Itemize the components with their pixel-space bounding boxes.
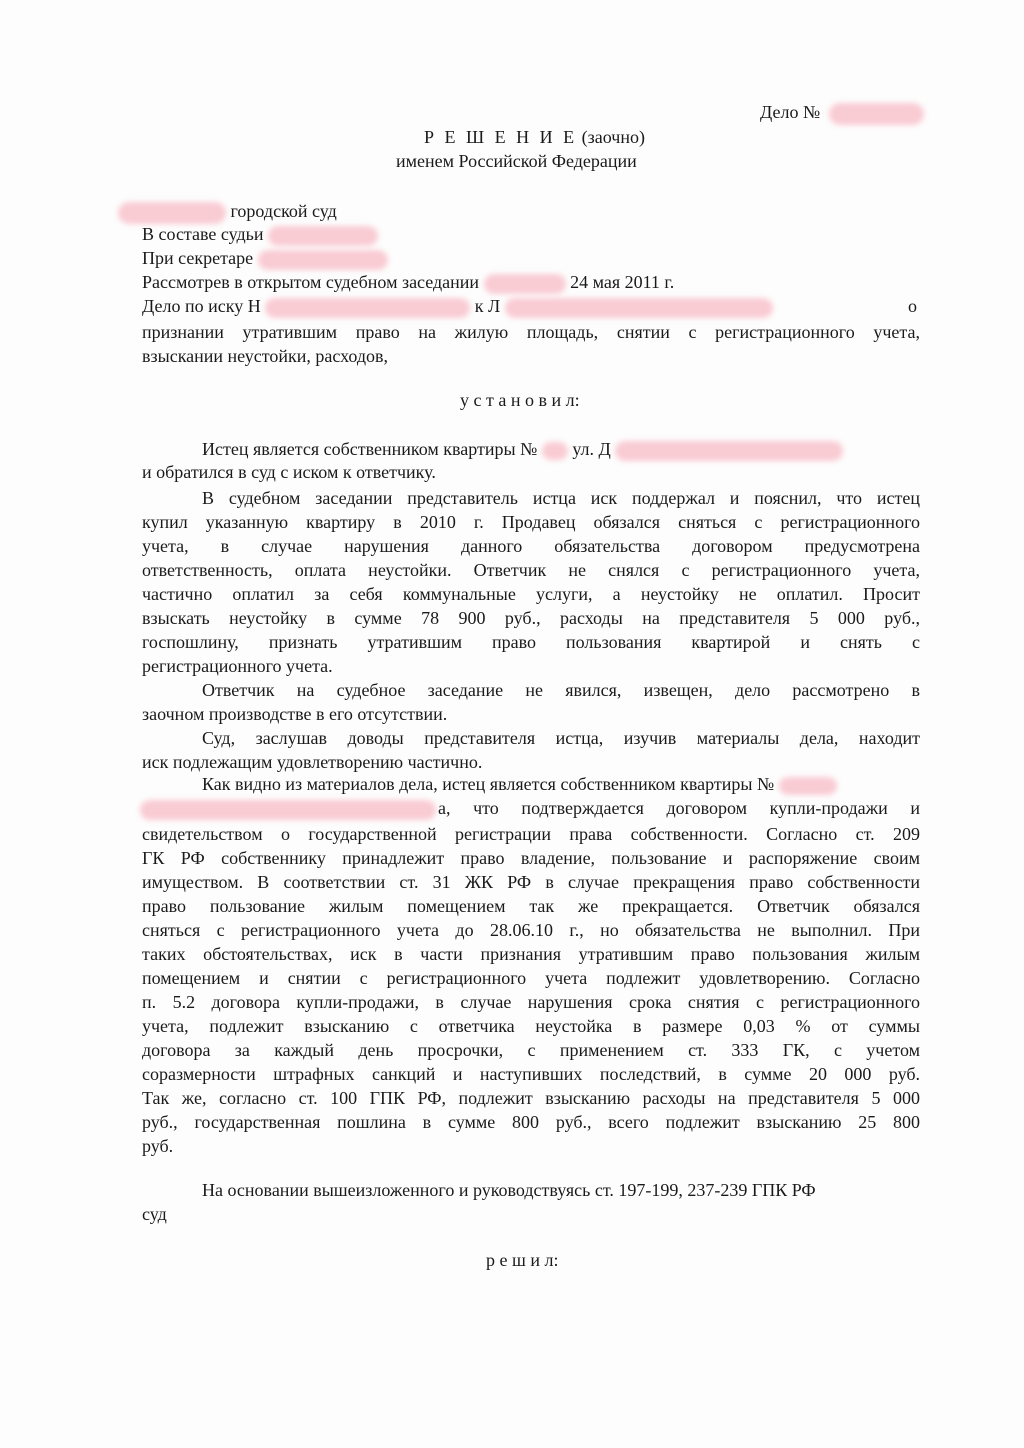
paragraph-5: договора за каждый день просрочки, с применением ст. 333 ГК, с учетом <box>142 1040 920 1060</box>
paragraph-4: Суд, заслушав доводы представителя истца, изучив материалы дела, находит <box>202 728 920 748</box>
redaction <box>140 800 436 820</box>
paragraph-5-line-1: Как видно из материалов дела, истец является собственником квартиры № <box>202 774 837 795</box>
paragraph-5: право пользование жилым помещением так же прекращается. Ответчик обязался <box>142 896 920 916</box>
paragraph-4: иск подлежащим удовлетворению частично. <box>142 752 483 772</box>
paragraph-2: ответственность, оплата неустойки. Ответчик не снялся с регистрационного учета, <box>142 560 920 580</box>
paragraph-3: заочном производстве в его отсутствии. <box>142 704 448 724</box>
paragraph-5: руб., государственная пошлина в сумме 800 руб., всего подлежит взысканию 25 800 <box>142 1112 920 1132</box>
paragraph-5: п. 5.2 договора купли-продажи, в случае нарушения срока снятия с регистрационного <box>142 992 920 1012</box>
case-subject-line: Дело по иску Н к Л <box>142 296 773 318</box>
paragraph-5: Так же, согласно ст. 100 ГПК РФ, подлежит взысканию расходы на представителя 5 000 <box>142 1088 920 1108</box>
paragraph-2: взыскать неустойку в сумме 78 900 руб., расходы на представителя 5 000 руб., <box>142 608 920 628</box>
paragraph-2: регистрационного учета. <box>142 656 333 676</box>
basis-line-1: На основании вышеизложенного и руководствуясь ст. 197-199, 237-239 ГПК РФ <box>202 1180 816 1200</box>
paragraph-5: сняться с регистрационного учета до 28.06.10 г., но обязательства не выполнил. При <box>142 920 920 940</box>
subject-line-2: взыскании неустойки, расходов, <box>142 346 389 366</box>
basis-line-2: суд <box>142 1204 167 1224</box>
subject-line-1: признании утратившим право на жилую площадь, снятии с регистрационного учета, <box>142 322 920 342</box>
paragraph-2: госпошлину, признать утратившим право пользования квартирой и снять с <box>142 632 920 652</box>
paragraph-5: имуществом. В соответствии ст. 31 ЖК РФ в случае прекращения право собственности <box>142 872 920 892</box>
paragraph-5: таких обстоятельствах, иск в части признания утратившим право пользования жилым <box>142 944 920 964</box>
paragraph-5: помещением и снятии с регистрационного учета подлежит удовлетворению. Согласно <box>142 968 920 988</box>
case-number-label: Дело № <box>760 102 821 122</box>
case-number <box>760 102 924 125</box>
paragraph-5-line-2: а, что подтверждается договором купли-продажи и <box>438 798 920 818</box>
paragraph-2: частично оплатил за себя коммунальные услуги, а неустойку не оплатил. Просит <box>142 584 920 604</box>
secretary-line: При секретаре <box>142 248 388 270</box>
paragraph-1-line-2: и обратился в суд с иском к ответчику. <box>142 462 436 482</box>
document-title: Р Е Ш Е Н И Е (заочно) <box>424 127 645 147</box>
paragraph-5: свидетельством о государственной регистрации права собственности. Согласно ст. 209 <box>142 824 920 844</box>
section-established: у с т а н о в и л: <box>460 390 580 410</box>
paragraph-5: руб. <box>142 1136 174 1156</box>
judge-line: В составе судьи <box>142 224 378 246</box>
paragraph-5: ГК РФ собственнику принадлежит право владение, пользование и распоряжение своим <box>142 848 920 868</box>
redaction <box>829 103 924 125</box>
paragraph-1-line-1: Истец является собственником квартиры № ул. Д <box>202 439 843 461</box>
hearing-line: Рассмотрев в открытом судебном заседании 24 мая 2011 г. <box>142 272 675 292</box>
paragraph-5: соразмерности штрафных санкций и наступивших последствий, в сумме 20 000 руб. <box>142 1064 920 1084</box>
court-line: городской суд <box>118 201 337 224</box>
section-decided: р е ш и л: <box>486 1250 559 1270</box>
paragraph-2: В судебном заседании представитель истца иск поддержал и пояснил, что истец <box>202 488 920 508</box>
document-subtitle: именем Российской Федерации <box>396 151 637 171</box>
paragraph-2: купил указанную квартиру в 2010 г. Продавец обязался сняться с регистрационного <box>142 512 920 532</box>
paragraph-5: учета, подлежит взысканию с ответчика неустойка в размере 0,03 % от суммы <box>142 1016 920 1036</box>
case-subject-o: о <box>908 296 917 316</box>
paragraph-2: учета, в случае нарушения данного обязательства договором предусмотрена <box>142 536 920 556</box>
paragraph-3: Ответчик на судебное заседание не явился, извещен, дело рассмотрено в <box>202 680 920 700</box>
